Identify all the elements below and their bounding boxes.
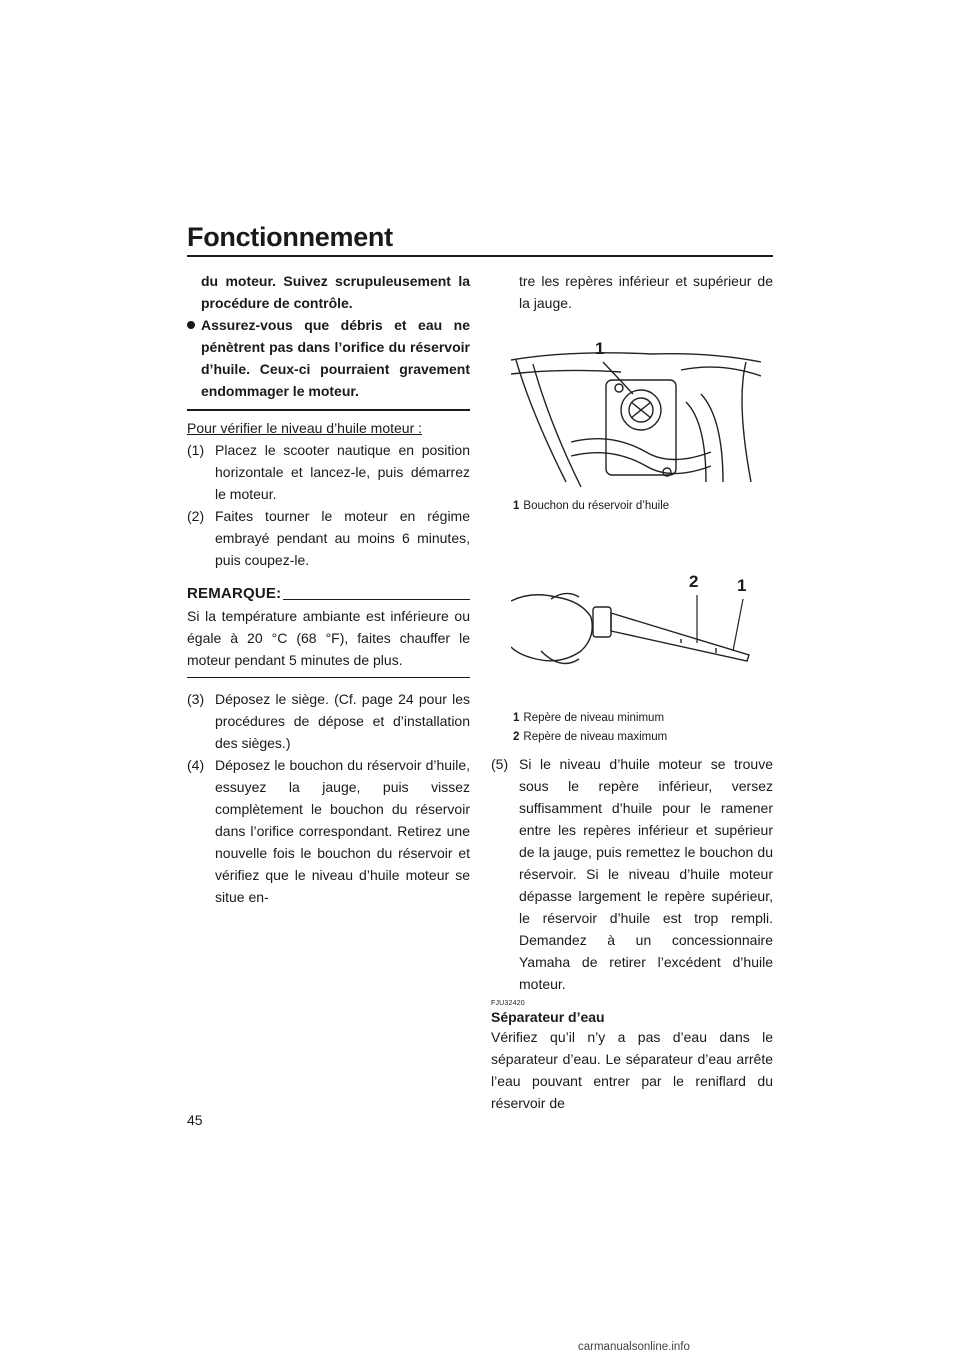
title-rule — [187, 255, 773, 257]
caption-text: Repère de niveau minimum — [523, 712, 665, 724]
step-text: Déposez le siège. (Cf. page 24 pour les procédures de dépose et d’installation des sièges.) — [215, 691, 470, 751]
watermark: carmanualsonline.info — [578, 1341, 690, 1353]
warning-bullet-text: Assurez-vous que débris et eau ne pénètrent pas dans l’orifice du réservoir d’huile. Ceux-ci pourraient gravement endommager le moteur. — [201, 317, 470, 399]
caption-number: 2 — [513, 731, 520, 743]
section-title: Séparateur d’eau — [491, 1009, 605, 1025]
left-column — [187, 270, 470, 908]
step-number: (3) — [187, 691, 205, 707]
caption-text: Bouchon du réservoir d’huile — [523, 500, 670, 512]
step-item — [187, 439, 470, 505]
warning-bullet — [187, 314, 470, 402]
right-column — [491, 270, 773, 1114]
note-title: REMARQUE: — [187, 585, 282, 602]
caption-number: 1 — [513, 500, 520, 512]
step-text: Placez le scooter nautique en position horizontale et lancez-le, puis démarrez le moteur. — [215, 442, 470, 502]
step-text: Si le niveau d’huile moteur se trouve sous le repère inférieur, versez suffisamment d’huile pour le ramener entre les repères inférieur et supérieur de la jauge, puis remettez le bouchon du réservoir. Si le niveau d’huile moteur dépasse largement le repère supérieur, le réservoir d’huile est trop rempli. Demandez à un concessionnaire Yamaha de retirer l’excédent d’huile moteur. — [519, 756, 773, 992]
step-number: (4) — [187, 757, 205, 773]
caption-line — [513, 709, 773, 728]
caption-number: 1 — [513, 712, 520, 724]
note-header — [187, 583, 470, 605]
warning-end-rule — [187, 409, 470, 411]
figure-caption — [513, 497, 773, 516]
section-code: FJU32420 — [491, 1000, 525, 1007]
page-title: Fonctionnement — [187, 222, 393, 252]
step4-continuation: tre les repères inférieur et supérieur de la jauge. — [519, 273, 773, 311]
procedure-title: Pour vérifier le niveau d’huile moteur : — [187, 420, 423, 436]
caption-text: Repère de niveau maximum — [523, 731, 668, 743]
step-number: (2) — [187, 508, 205, 524]
step-item — [491, 753, 773, 995]
warning-continuation: du moteur. Suivez scrupuleusement la procédure de contrôle. — [201, 273, 470, 311]
note-text: Si la température ambiante est inférieure ou égale à 20 °C (68 °F), faites chauffer le moteur pendant 5 minutes de plus. — [187, 608, 470, 668]
step-text: Déposez le bouchon du réservoir d’huile, essuyez la jauge, puis vissez complètement le bouchon du réservoir dans l’orifice correspondant. Retirez une nouvelle fois le bouchon du réservoir et vérifiez que le niveau d’huile moteur se situe en- — [215, 757, 470, 905]
note-header-rule — [283, 599, 470, 600]
dipstick-figure — [511, 572, 761, 691]
dipstick-illustration — [511, 581, 761, 691]
bullet-icon — [187, 321, 195, 329]
step-item — [187, 688, 470, 754]
figure-callout: 1 — [737, 576, 747, 595]
figure-callout: 2 — [689, 572, 699, 591]
caption-line — [513, 728, 773, 747]
oil-cap-illustration — [511, 332, 761, 497]
step-number: (1) — [187, 442, 205, 458]
step-item — [187, 754, 470, 908]
note-end-rule — [187, 677, 470, 678]
figure-callout: 1 — [595, 339, 605, 358]
oil-cap-figure — [511, 332, 761, 497]
figure-caption — [513, 709, 773, 747]
step-item — [187, 505, 470, 571]
page-number: 45 — [187, 1112, 203, 1128]
step-number: (5) — [491, 756, 509, 772]
section-text: Vérifiez qu’il n’y a pas d’eau dans le séparateur d’eau. Le séparateur d’eau arrête l’eau pouvant entrer par le reniflard du réservoir de — [491, 1029, 773, 1111]
step-text: Faites tourner le moteur en régime embrayé pendant au moins 6 minutes, puis coupez-le. — [215, 508, 470, 568]
